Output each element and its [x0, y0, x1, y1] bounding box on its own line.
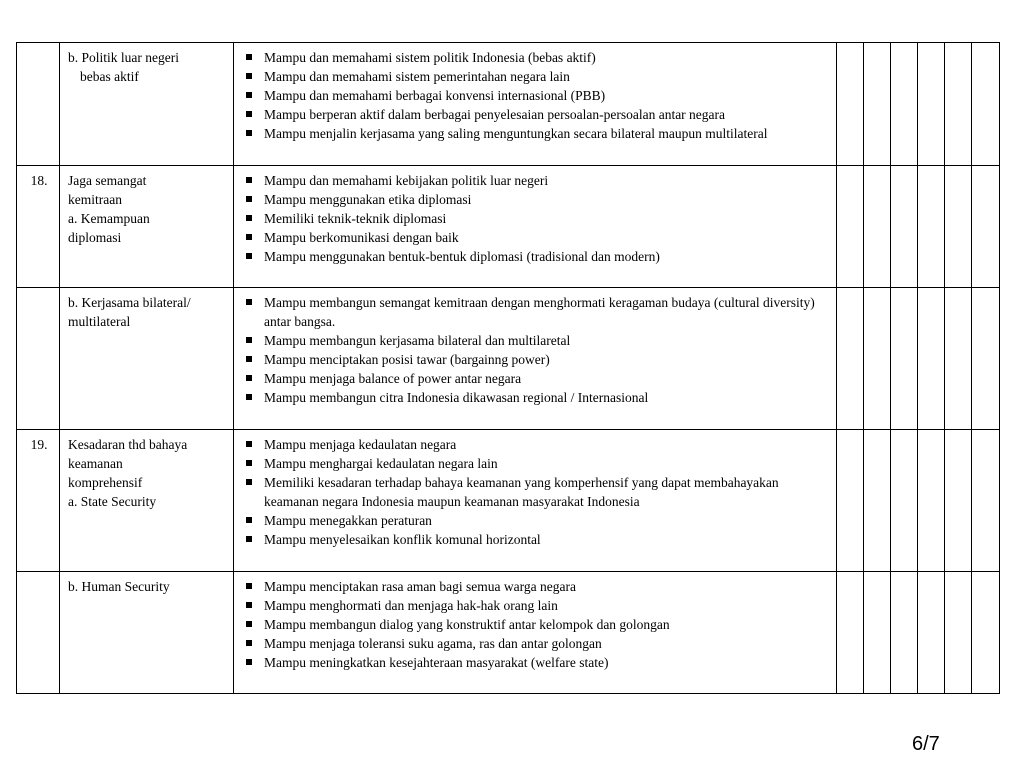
rating-cell — [945, 288, 972, 430]
competency-item: Mampu dan memahami sistem pemerintahan negara lain — [242, 67, 830, 86]
topic-line: Jaga semangat — [68, 173, 147, 188]
table-row — [17, 43, 1000, 166]
competency-item: Mampu membangun citra Indonesia dikawasan regional / Internasional — [242, 388, 830, 407]
rating-cell — [918, 166, 945, 288]
topic-line: komprehensif — [68, 475, 143, 490]
rating-cell — [891, 166, 918, 288]
rating-cell — [837, 43, 864, 166]
rating-cell — [891, 572, 918, 694]
rating-cell — [837, 572, 864, 694]
topic-line: b. Human Security — [68, 579, 170, 594]
topic-cell — [60, 288, 234, 430]
row-number-cell — [17, 43, 60, 166]
row-number-cell: 19. — [17, 430, 60, 572]
competency-item: Mampu menjaga kedaulatan negara — [242, 435, 830, 454]
competency-item: Mampu berperan aktif dalam berbagai penyelesaian persoalan-persoalan antar negara — [242, 105, 830, 124]
rating-cell — [918, 430, 945, 572]
rating-cell — [891, 43, 918, 166]
rating-cell — [864, 572, 891, 694]
competency-item: Memiliki teknik-teknik diplomasi — [242, 209, 830, 228]
competency-table — [16, 42, 1000, 694]
topic-cell — [60, 572, 234, 694]
rating-cell — [891, 430, 918, 572]
competency-item: Mampu menjaga balance of power antar negara — [242, 369, 830, 388]
competency-item: Memiliki kesadaran terhadap bahaya keamanan yang komperhensif yang dapat membahayakan keamanan negara Indonesia maupun keamanan masyarakat Indonesia — [242, 473, 830, 511]
competency-cell — [234, 288, 837, 430]
topic-line: Kesadaran thd bahaya — [68, 437, 188, 452]
competency-item: Mampu menghormati dan menjaga hak-hak orang lain — [242, 596, 830, 615]
competency-list — [242, 435, 830, 549]
rating-cell — [945, 572, 972, 694]
row-number-cell — [17, 288, 60, 430]
rating-cell — [864, 288, 891, 430]
topic-cell — [60, 166, 234, 288]
rating-cell — [837, 288, 864, 430]
competency-item: Mampu dan memahami berbagai konvensi internasional (PBB) — [242, 86, 830, 105]
competency-cell — [234, 43, 837, 166]
topic-line: keamanan — [68, 456, 123, 471]
competency-item: Mampu menciptakan posisi tawar (bargainng power) — [242, 350, 830, 369]
table-row — [17, 430, 1000, 572]
competency-list — [242, 48, 830, 143]
competency-item: Mampu membangun kerjasama bilateral dan multilaretal — [242, 331, 830, 350]
competency-list — [242, 577, 830, 672]
topic-line: b. Politik luar negeri — [68, 50, 179, 65]
rating-cell — [945, 430, 972, 572]
rating-cell — [837, 166, 864, 288]
topic-cell — [60, 430, 234, 572]
topic-line: multilateral — [68, 314, 131, 329]
competency-item: Mampu dan memahami sistem politik Indonesia (bebas aktif) — [242, 48, 830, 67]
competency-item: Mampu menjaga toleransi suku agama, ras dan antar golongan — [242, 634, 830, 653]
competency-item: Mampu menyelesaikan konflik komunal horizontal — [242, 530, 830, 549]
competency-item: Mampu menggunakan bentuk-bentuk diplomasi (tradisional dan modern) — [242, 247, 830, 266]
topic-line: diplomasi — [68, 230, 122, 245]
row-number-cell — [17, 572, 60, 694]
topic-line: a. State Security — [68, 494, 157, 509]
rating-cell — [972, 430, 1000, 572]
topic-line: bebas aktif — [80, 69, 139, 84]
page-number: 6/7 — [912, 733, 940, 755]
competency-item: Mampu menciptakan rasa aman bagi semua warga negara — [242, 577, 830, 596]
table-row — [17, 166, 1000, 288]
rating-cell — [945, 166, 972, 288]
competency-item: Mampu membangun semangat kemitraan dengan menghormati keragaman budaya (cultural diversity) antar bangsa. — [242, 293, 830, 331]
competency-list — [242, 171, 830, 266]
competency-item: Mampu membangun dialog yang konstruktif antar kelompok dan golongan — [242, 615, 830, 634]
rating-cell — [972, 288, 1000, 430]
competency-list — [242, 293, 830, 407]
rating-cell — [837, 430, 864, 572]
competency-cell — [234, 572, 837, 694]
table-body — [17, 43, 1000, 694]
table-row — [17, 572, 1000, 694]
competency-item: Mampu menjalin kerjasama yang saling menguntungkan secara bilateral maupun multilateral — [242, 124, 830, 143]
rating-cell — [918, 288, 945, 430]
rating-cell — [972, 572, 1000, 694]
competency-item: Mampu menghargai kedaulatan negara lain — [242, 454, 830, 473]
topic-cell — [60, 43, 234, 166]
rating-cell — [864, 43, 891, 166]
topic-line: kemitraan — [68, 192, 122, 207]
topic-line: b. Kerjasama bilateral/ — [68, 295, 191, 310]
topic-line: a. Kemampuan — [68, 211, 150, 226]
rating-cell — [864, 166, 891, 288]
rating-cell — [918, 572, 945, 694]
rating-cell — [918, 43, 945, 166]
rating-cell — [972, 166, 1000, 288]
competency-item: Mampu menggunakan etika diplomasi — [242, 190, 830, 209]
rating-cell — [945, 43, 972, 166]
competency-cell — [234, 430, 837, 572]
competency-item: Mampu meningkatkan kesejahteraan masyarakat (welfare state) — [242, 653, 830, 672]
competency-cell — [234, 166, 837, 288]
rating-cell — [972, 43, 1000, 166]
rating-cell — [864, 430, 891, 572]
rating-cell — [891, 288, 918, 430]
competency-item: Mampu menegakkan peraturan — [242, 511, 830, 530]
competency-item: Mampu berkomunikasi dengan baik — [242, 228, 830, 247]
competency-item: Mampu dan memahami kebijakan politik luar negeri — [242, 171, 830, 190]
table-row — [17, 288, 1000, 430]
row-number-cell: 18. — [17, 166, 60, 288]
